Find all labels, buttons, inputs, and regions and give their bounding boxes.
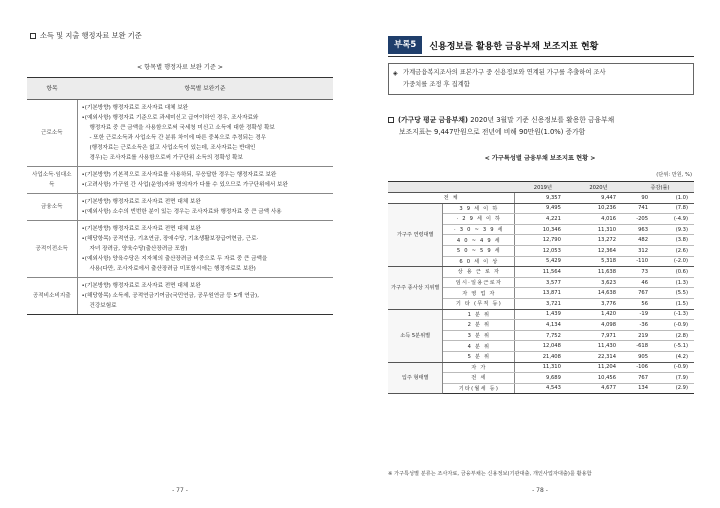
value-rate: (1.5) <box>662 298 694 309</box>
table-header-row <box>388 182 694 193</box>
header-change: 증감(률) <box>626 182 694 193</box>
left-table-caption: < 항목별 행정자료 보완 기준 > <box>137 64 223 71</box>
value-rate: (-2.0) <box>662 256 694 267</box>
value-2020: 11,638 <box>571 267 626 278</box>
value-2019: 11,564 <box>515 267 571 278</box>
value-2019: 9,689 <box>515 373 571 384</box>
criteria-line: 경우)는 조사자료를 사용함으로써 가구단위 소득의 정확성 확보 <box>89 155 243 161</box>
criteria-line: 자녀 장려금, 양육수당(출산장려금 포함) <box>89 246 188 252</box>
criteria-line: •(예외사항) 소수의 빈번한 분이 있는 경우는 조사자료와 행정자료 중 큰 금액 사용 <box>81 209 282 215</box>
unit-label: (단위: 만원, %) <box>656 172 692 178</box>
row-label: · 2 9 세 이 하 <box>443 214 515 225</box>
value-2019: 3,721 <box>515 298 571 309</box>
summary-line-1: 2020년 3월말 기준 신용정보를 활용한 금융부채 <box>468 116 615 124</box>
criteria-line: 행정자료 중 큰 금액을 사용함으로써 국세청 미신고 소득에 대한 정확성 확보 <box>89 125 275 131</box>
group-label: 소득 5분위별 <box>388 309 443 362</box>
value-rate: (2.9) <box>662 383 694 394</box>
total-2019: 9,357 <box>515 193 571 204</box>
value-2019: 11,310 <box>515 362 571 373</box>
value-2020: 11,204 <box>571 362 626 373</box>
group-label: 가구주 연령대별 <box>388 203 443 267</box>
value-change: -618 <box>626 341 662 352</box>
value-2020: 10,456 <box>571 373 626 384</box>
value-rate: (3.8) <box>662 235 694 246</box>
debt-indicator-table <box>388 181 694 394</box>
row-label: 5 0 ~ 5 9 세 <box>443 245 515 256</box>
value-2020: 10,236 <box>571 203 626 214</box>
value-rate: (4.2) <box>662 351 694 362</box>
criteria-line: •(예외사항) 양육수당은 지자체의 출산장려금 비중으로 두 자료 중 큰 금액을 <box>81 256 268 262</box>
value-change: 963 <box>626 224 662 235</box>
table-row <box>27 100 333 167</box>
criteria-line: •(예외사항) 행정자료 기준으로 과세미신고 급여이하인 경우, 조사자료와 <box>81 115 259 121</box>
appendix-title: 신용정보를 활용한 금융부채 보조지표 현황 <box>429 41 599 52</box>
checkbox-square-icon <box>30 33 36 39</box>
table-row <box>388 267 694 278</box>
criteria-line: •(고려사항) 가구원 간 사업(운영)자와 명의자가 다를 수 있으므로 가구단위에서 보완 <box>81 182 288 188</box>
left-section-title-text: 소득 및 지출 행정자료 보완 기준 <box>40 31 142 40</box>
table-row <box>388 362 694 373</box>
note-line-1: 가계금융복지조사의 표본가구 중 신용정보와 연계된 가구를 추출하여 조사 <box>403 69 606 76</box>
criteria-line: •(기본방향) 기본적으로 조사자료를 사용하되, 무응답한 경우는 행정자료로 보완 <box>81 172 277 178</box>
row-label: 3 9 세 이 하 <box>443 203 515 214</box>
value-rate: (7.8) <box>662 203 694 214</box>
page-number-left: - 77 - <box>172 487 188 494</box>
criteria-line: •(해당항목) 공적연금, 기초연금, 장애수당, 기초생활보장급여현금, 근로· <box>81 236 259 242</box>
debt-table-body <box>388 182 694 394</box>
value-change: 767 <box>626 373 662 384</box>
row-label: 4 0 ~ 4 9 세 <box>443 235 515 246</box>
value-2020: 1,420 <box>571 309 626 320</box>
table-row <box>27 221 333 278</box>
row-label: 2 분 위 <box>443 320 515 331</box>
criteria-line: 건강보험료 <box>89 303 117 309</box>
total-change: 90 <box>626 193 662 204</box>
row-criteria <box>77 221 333 278</box>
value-2019: 12,053 <box>515 245 571 256</box>
table-row <box>27 167 333 194</box>
value-2020: 22,314 <box>571 351 626 362</box>
row-label: 5 분 위 <box>443 351 515 362</box>
value-2019: 4,543 <box>515 383 571 394</box>
summary-paragraph <box>388 114 694 138</box>
value-rate: (2.6) <box>662 245 694 256</box>
row-label: 기타(월세 등) <box>443 383 515 394</box>
row-criteria <box>77 100 333 167</box>
header-item: 항목 <box>27 78 77 100</box>
header-criteria: 항목별 보완기준 <box>77 78 333 100</box>
criteria-table-body <box>27 100 333 315</box>
value-change: 741 <box>626 203 662 214</box>
checkbox-square-icon <box>388 117 394 123</box>
right-table-caption: < 가구특성별 금융부채 보조지표 현황 > <box>484 155 596 162</box>
table-row <box>388 309 694 320</box>
value-rate: (2.8) <box>662 330 694 341</box>
row-item-label: 공적비소비지출 <box>27 278 77 315</box>
row-label: 상 용 근 로 자 <box>443 267 515 278</box>
total-label: 전 체 <box>388 193 515 204</box>
value-2020: 5,318 <box>571 256 626 267</box>
value-rate: (7.9) <box>662 373 694 384</box>
value-2019: 13,871 <box>515 288 571 299</box>
row-criteria <box>77 194 333 221</box>
value-2019: 3,577 <box>515 277 571 288</box>
supplement-criteria-table <box>27 77 333 315</box>
value-change: 905 <box>626 351 662 362</box>
value-rate: (9.3) <box>662 224 694 235</box>
value-rate: (-4.9) <box>662 214 694 225</box>
header-blank <box>388 182 515 193</box>
value-rate: (1.3) <box>662 277 694 288</box>
row-item-label: 근로소득 <box>27 100 77 167</box>
row-label: 4 분 위 <box>443 341 515 352</box>
value-change: 73 <box>626 267 662 278</box>
appendix-tag: 부록5 <box>388 36 422 54</box>
row-item-label: 공적이전소득 <box>27 221 77 278</box>
row-label: · 3 0 ~ 3 9 세 <box>443 224 515 235</box>
value-change: -110 <box>626 256 662 267</box>
value-2019: 5,429 <box>515 256 571 267</box>
value-2020: 3,776 <box>571 298 626 309</box>
appendix-header <box>388 36 598 54</box>
value-change: 46 <box>626 277 662 288</box>
note-line-2: 가중치를 조정 후 집계함 <box>403 81 470 88</box>
criteria-line: 사용(다만, 조사자료에서 출산장려금 미포함시에는 행정자료로 보완) <box>89 266 256 272</box>
row-criteria <box>77 278 333 315</box>
value-change: -106 <box>626 362 662 373</box>
row-item-label: 사업소득·임대소득 <box>27 167 77 194</box>
total-rate: (1.0) <box>662 193 694 204</box>
value-2020: 4,016 <box>571 214 626 225</box>
value-2020: 7,971 <box>571 330 626 341</box>
criteria-line: •(기본방향) 행정자료로 조사자료 전면 대체 보완 <box>81 283 201 289</box>
value-change: -19 <box>626 309 662 320</box>
row-label: 자 가 <box>443 362 515 373</box>
value-2020: 4,098 <box>571 320 626 331</box>
page-number-right: - 78 - <box>532 487 548 494</box>
row-label: 임시·일용근로자 <box>443 277 515 288</box>
value-2020: 4,677 <box>571 383 626 394</box>
value-change: 312 <box>626 245 662 256</box>
criteria-line: •(기본방향) 행정자료로 조사자료 전면 대체 보완 <box>81 226 201 232</box>
note-box <box>388 63 694 95</box>
left-section-title <box>30 31 142 41</box>
table-row <box>27 194 333 221</box>
value-change: 767 <box>626 288 662 299</box>
row-label: 3 분 위 <box>443 330 515 341</box>
value-rate: (-5.1) <box>662 341 694 352</box>
value-rate: (0.6) <box>662 267 694 278</box>
criteria-line: •(기본방향) 행정자료로 조사자료 전면 대체 보완 <box>81 199 201 205</box>
row-criteria <box>77 167 333 194</box>
value-change: 56 <box>626 298 662 309</box>
value-2019: 10,346 <box>515 224 571 235</box>
value-2019: 12,790 <box>515 235 571 246</box>
table-header-row <box>27 78 333 100</box>
value-2019: 12,048 <box>515 341 571 352</box>
value-change: 134 <box>626 383 662 394</box>
row-label: 전 세 <box>443 373 515 384</box>
value-2019: 4,134 <box>515 320 571 331</box>
summary-bold: (가구당 평균 금융부채) <box>398 116 469 124</box>
value-change: -205 <box>626 214 662 225</box>
row-label: 6 0 세 이 상 <box>443 256 515 267</box>
row-label: 기 타 (무직 등) <box>443 298 515 309</box>
table-row <box>388 203 694 214</box>
header-2020: 2020년 <box>571 182 626 193</box>
value-change: -36 <box>626 320 662 331</box>
row-label: 자 영 업 자 <box>443 288 515 299</box>
value-2019: 21,408 <box>515 351 571 362</box>
value-2020: 14,638 <box>571 288 626 299</box>
criteria-line: •(기본방향) 행정자료로 조사자료 대체 보완 <box>81 105 189 111</box>
value-2020: 3,623 <box>571 277 626 288</box>
total-2020: 9,447 <box>571 193 626 204</box>
header-2019: 2019년 <box>515 182 571 193</box>
value-2020: 11,310 <box>571 224 626 235</box>
value-2020: 11,430 <box>571 341 626 352</box>
value-2020: 13,272 <box>571 235 626 246</box>
summary-line-2: 보조지표는 9,447만원으로 전년에 비해 90만원(1.0%) 증가함 <box>399 128 586 136</box>
value-2020: 12,364 <box>571 245 626 256</box>
group-label: 가구주 종사상 지위별 <box>388 267 443 309</box>
value-2019: 4,221 <box>515 214 571 225</box>
value-rate: (-1.3) <box>662 309 694 320</box>
value-change: 219 <box>626 330 662 341</box>
right-page <box>360 0 720 508</box>
row-item-label: 금융소득 <box>27 194 77 221</box>
value-2019: 7,752 <box>515 330 571 341</box>
diamond-bullet-icon: ◈ <box>393 70 398 77</box>
value-rate: (5.5) <box>662 288 694 299</box>
value-rate: (-0.9) <box>662 362 694 373</box>
table-footnote: ※ 가구특성별 분류는 조사자료, 금융부채는 신용정보(기관대출, 개인사업자대출)를 활용함 <box>388 471 592 477</box>
criteria-line: - 또한 근로소득과 사업소득 간 분류 차이에 따른 중복으로 추정되는 경우 <box>89 135 267 141</box>
criteria-line: (행정자료는 근로소득은 없고 사업소득이 있는데, 조사자료는 반대인 <box>89 145 256 151</box>
value-rate: (-0.9) <box>662 320 694 331</box>
value-2019: 9,495 <box>515 203 571 214</box>
criteria-line: •(해당항목) 소득세, 공적연금기여금(국민연금, 공무원연금 등 5개 연금), <box>81 293 259 299</box>
table-row <box>27 278 333 315</box>
value-2019: 1,439 <box>515 309 571 320</box>
group-label: 입주 형태별 <box>388 362 443 394</box>
appendix-divider <box>388 56 694 57</box>
table-row-total <box>388 193 694 204</box>
row-label: 1 분 위 <box>443 309 515 320</box>
value-change: 482 <box>626 235 662 246</box>
